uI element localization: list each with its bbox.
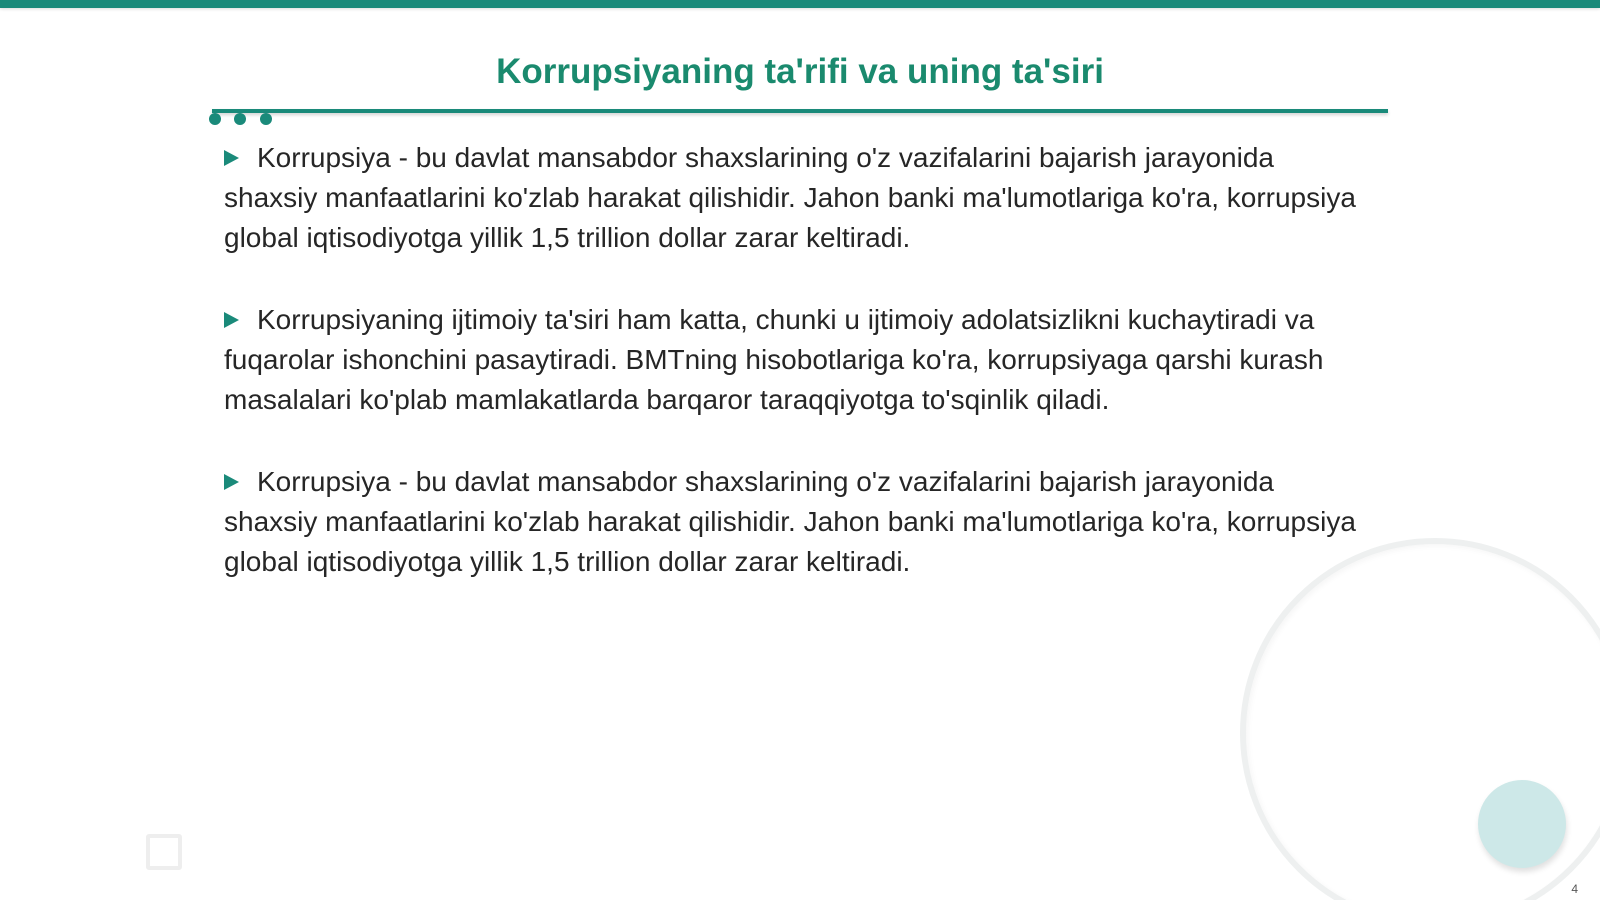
bullet-text: Korrupsiyaning ijtimoiy ta'siri ham katta, chunki u ijtimoiy adolatsizlikni kuchaytiradi va fuqarolar ishonchini pasaytiradi. BMTning hisobotlariga ko'ra, korrupsiyaga qarshi kurash masalalari ko'plab mamlakatlarda barqaror taraqqiyotga to'sqinlik qiladi. (224, 304, 1324, 415)
bullet-text: Korrupsiya - bu davlat mansabdor shaxslarining o'z vazifalarini bajarish jarayonida shaxsiy manfaatlarini ko'zlab harakat qilishidir. Jahon banki ma'lumotlariga ko'ra, korrupsiya global iqtisodiyotga yillik 1,5 trillion dollar zarar keltiradi. (224, 466, 1356, 577)
slide-title: Korrupsiyaning ta'rifi va uning ta'siri (496, 52, 1104, 91)
square-decoration-icon (146, 834, 182, 870)
bubble-decoration-icon (1478, 780, 1566, 868)
title-underline (212, 109, 1388, 113)
bullet-item (224, 300, 1374, 420)
bullet-text: Korrupsiya - bu davlat mansabdor shaxslarining o'z vazifalarini bajarish jarayonida shaxsiy manfaatlarini ko'zlab harakat qilishidir. Jahon banki ma'lumotlariga ko'ra, korrupsiya global iqtisodiyotga yillik 1,5 trillion dollar zarar keltiradi. (224, 142, 1356, 253)
bullet-item (224, 462, 1374, 582)
page-number: 4 (1571, 882, 1578, 896)
triangle-right-icon (224, 150, 239, 166)
top-accent-bar (0, 0, 1600, 8)
bullet-item (224, 138, 1374, 258)
triangle-right-icon (224, 474, 239, 490)
rule-dot-icon (209, 113, 221, 125)
rule-dot-icon (260, 113, 272, 125)
bullet-list (224, 138, 1374, 624)
rule-dot-icon (234, 113, 246, 125)
triangle-right-icon (224, 312, 239, 328)
